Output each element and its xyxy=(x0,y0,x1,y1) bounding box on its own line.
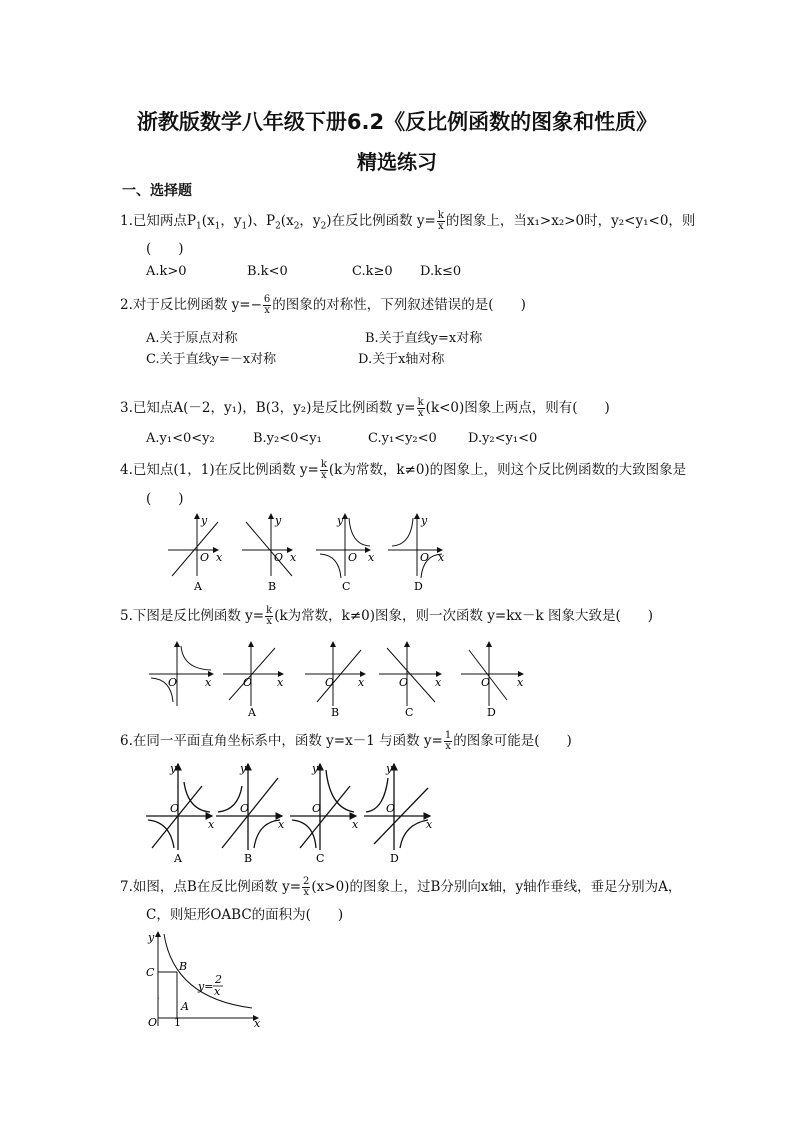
q6-label-a: A xyxy=(174,852,182,865)
q3-option-a: A.y₁<0<y₂ xyxy=(146,431,215,446)
q4-figures xyxy=(160,510,450,595)
q5-label-a: A xyxy=(248,706,256,719)
q6-d-y-label: y xyxy=(386,762,393,775)
q2-option-c: C.关于直线y=－x对称 xyxy=(146,352,277,367)
page-subtitle: 精选练习 xyxy=(357,150,437,174)
q7-y-label: y xyxy=(148,931,155,944)
q7-point-c: C xyxy=(146,966,155,979)
q4-d-x-label: x xyxy=(438,551,445,564)
question-2: 2.对于反比例函数 y=− $\frac{6}{x}$ 的图象的对称性，下列叙述错误的是( ) xyxy=(120,294,526,316)
q4-graph-b xyxy=(242,514,292,576)
q5-label-c: C xyxy=(405,706,414,719)
q6-b-x-label: x xyxy=(278,818,285,831)
q4-a-x-label: x xyxy=(216,551,223,564)
question-1: 1.已知两点$P_1(x_1$，$y_1$)、$P_2(x_2$，$y_2$)在反比例函数 y= $\frac{k}{x}$ 的图象上，当x₁>x₂>0时，y₂<y₁<0，则 xyxy=(120,210,696,232)
q6-label-c: C xyxy=(316,852,325,865)
q4-b-x-label: x xyxy=(290,551,297,564)
q6-b-y-label: y xyxy=(240,762,247,775)
q4-label-b: B xyxy=(268,580,277,593)
q5-d-origin-label: O xyxy=(481,676,491,689)
q4-a-y-label: y xyxy=(201,514,208,527)
q4-label-a: A xyxy=(194,580,202,593)
q5-graph-c xyxy=(379,642,441,706)
q4-b-y-label: y xyxy=(275,514,282,527)
q6-graph-d xyxy=(364,764,430,850)
q6-figures xyxy=(142,758,442,866)
q4-c-y-label: y xyxy=(337,514,344,527)
q3-option-c: C.y₁<y₂<0 xyxy=(368,431,437,446)
q4-a-origin-label: O xyxy=(200,551,210,564)
q5-graph-a xyxy=(223,642,283,706)
q5-c-origin-label: O xyxy=(399,676,409,689)
q4-c-origin-label: O xyxy=(348,551,358,564)
q7-tick-1: 1 xyxy=(174,1016,181,1029)
q7-figure xyxy=(140,928,265,1030)
question-3: 3.已知点A(－2，y₁)，B(3，y₂)是反比例函数 y= $\frac{k}{x}$ (k<0)图象上两点，则有( ) xyxy=(120,397,610,419)
question-6: 6.在同一平面直角坐标系中，函数 y=x－1 与函数 y= $\frac{1}{x}$ 的图象可能是( ) xyxy=(120,730,572,752)
q7-curve-eq-n: 2 xyxy=(215,973,222,986)
q5-b-origin-label: O xyxy=(325,676,335,689)
q1-paren: ( ) xyxy=(146,241,184,257)
q4-d-origin-label: O xyxy=(420,551,430,564)
page-title: 浙教版数学八年级下册6.2《反比例函数的图象和性质》 xyxy=(136,110,658,134)
q7-x-label: x xyxy=(254,1017,261,1030)
q3-option-b: B.y₂<0<y₁ xyxy=(253,431,322,446)
q7-point-a: A xyxy=(181,1000,189,1013)
q4-graph-a xyxy=(168,514,218,576)
q6-a-y-label: y xyxy=(170,762,177,775)
q5-label-d: D xyxy=(487,706,496,719)
q6-label-b: B xyxy=(244,852,253,865)
q7-point-b: B xyxy=(179,960,188,973)
q5-d-x-label: x xyxy=(517,676,524,689)
q4-graph-d xyxy=(388,514,442,578)
q7-origin-label: O xyxy=(148,1016,158,1029)
q4-b-origin-label: O xyxy=(274,551,284,564)
q6-a-x-label: x xyxy=(208,818,215,831)
q5-ref-origin-label: O xyxy=(168,676,178,689)
q6-c-x-label: x xyxy=(352,818,359,831)
q5-graph-reference xyxy=(149,642,213,706)
q3-option-d: D.y₂<y₁<0 xyxy=(468,431,538,446)
q7-curve-eq-d: x xyxy=(214,985,221,998)
q5-graph-b xyxy=(305,642,365,706)
q5-a-x-label: x xyxy=(277,676,284,689)
q6-d-x-label: x xyxy=(426,818,433,831)
q5-b-x-label: x xyxy=(358,676,365,689)
q6-graph-c xyxy=(290,764,356,850)
q6-c-origin-label: O xyxy=(312,802,322,815)
q5-a-origin-label: O xyxy=(243,676,253,689)
q6-b-origin-label: O xyxy=(240,802,250,815)
q4-d-y-label: y xyxy=(421,514,428,527)
q7-line-2: C，则矩形OABC的面积为( ) xyxy=(146,907,344,923)
q6-c-y-label: y xyxy=(312,762,319,775)
question-4: 4.已知点(1，1)在反比例函数 y= $\frac{k}{x}$ (k为常数，k≠0)的图象上，则这个反比例函数的大致图象是 xyxy=(120,459,687,481)
q6-d-origin-label: O xyxy=(386,802,396,815)
question-7: 7.如图，点B在反比例函数 y= $\frac{2}{x}$ (x>0)的图象上，过B分别向x轴，y轴作垂线，垂足分别为A， xyxy=(120,876,682,898)
q4-label-d: D xyxy=(414,580,423,593)
section-heading: 一、选择题 xyxy=(122,183,192,199)
q2-option-a: A.关于原点对称 xyxy=(146,331,238,346)
q1-option-c: C.k≥0 xyxy=(352,264,393,279)
q1-option-b: B.k<0 xyxy=(247,264,288,279)
q2-option-d: D.关于x轴对称 xyxy=(358,352,445,367)
question-5: 5.下图是反比例函数 y= $\frac{k}{x}$ (k为常数，k≠0)图象，则一次函数 y=kx－k 图象大致是( ) xyxy=(120,605,654,627)
q6-label-d: D xyxy=(390,852,399,865)
q5-figures xyxy=(145,636,530,718)
q5-label-b: B xyxy=(331,706,340,719)
q5-c-x-label: x xyxy=(435,676,442,689)
q5-graph-d xyxy=(461,642,523,706)
q1-option-d: D.k≤0 xyxy=(420,264,462,279)
q4-label-c: C xyxy=(342,580,351,593)
q1-option-a: A.k>0 xyxy=(146,264,187,279)
q4-c-x-label: x xyxy=(368,551,375,564)
q4-paren: ( ) xyxy=(146,491,184,507)
q7-curve-eq: y= xyxy=(198,980,214,993)
q5-ref-x-label: x xyxy=(205,676,212,689)
q2-option-b: B.关于直线y=x对称 xyxy=(365,331,483,346)
q7-graph xyxy=(158,932,258,1026)
q6-a-origin-label: O xyxy=(170,802,180,815)
